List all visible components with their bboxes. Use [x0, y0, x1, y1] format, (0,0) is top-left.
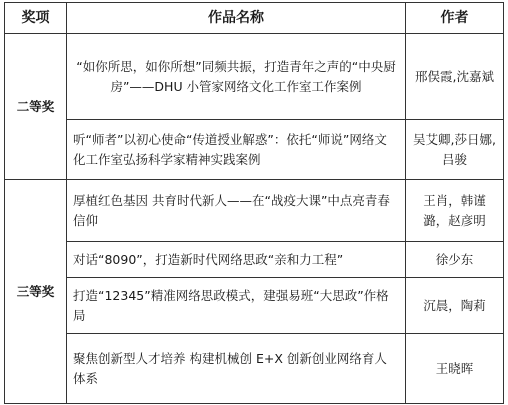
- table-row: [5, 180, 504, 242]
- header-row: [5, 3, 504, 34]
- entry-authors: 沉晨，陶莉: [406, 278, 504, 334]
- entry-authors: 吴艾卿,莎日娜,吕骏: [406, 120, 504, 180]
- table-row: [5, 278, 504, 334]
- table-row: [5, 34, 504, 120]
- entry-authors: 徐少东: [406, 242, 504, 278]
- entry-authors: 邢俣霞,沈嘉斌: [406, 34, 504, 120]
- header-authors: 作者: [406, 3, 504, 34]
- third-prize-label: 三等奖: [5, 180, 67, 404]
- entry-authors: 王肖，韩谨潞，赵彦明: [406, 180, 504, 242]
- header-level: 奖项: [5, 3, 67, 34]
- entry-title: 厚植红色基因 共育时代新人——在“战疫大课”中点亮青春信仰: [67, 180, 406, 242]
- awards-table: [4, 2, 504, 404]
- entry-title: “如你所思，如你所想”同频共振，打造青年之声的“中央厨房”——DHU 小管家网络文化工作室工作案例: [67, 34, 406, 120]
- entry-title: 听“师者”以初心使命“传道授业解惑”：依托“师说”网络文化工作室弘扬科学家精神实践案例: [67, 120, 406, 180]
- table-row: [5, 120, 504, 180]
- entry-authors: 王晓晖: [406, 334, 504, 404]
- table-row: [5, 242, 504, 278]
- header-title: 作品名称: [67, 3, 406, 34]
- entry-title: 打造“12345”精准网络思政模式，建强易班“大思政”作格局: [67, 278, 406, 334]
- second-prize-label: 二等奖: [5, 34, 67, 180]
- entry-title: 对话“8090”，打造新时代网络思政“亲和力工程”: [67, 242, 406, 278]
- entry-title: 聚焦创新型人才培养 构建机械创 E+X 创新创业网络育人体系: [67, 334, 406, 404]
- table-row: [5, 334, 504, 404]
